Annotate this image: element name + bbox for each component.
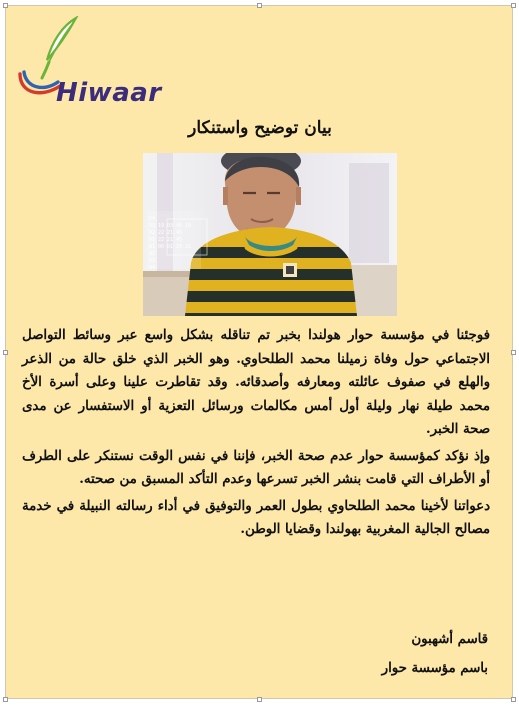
signature-name: قاسم أشهبون xyxy=(411,632,488,647)
video-overlay-readout xyxy=(149,216,191,272)
statement-title: بيان توضيح واستنكار xyxy=(188,118,332,138)
selection-handle[interactable] xyxy=(257,3,262,8)
brand-name: Hiwaar xyxy=(56,78,162,108)
overlay-line: V4 xyxy=(149,216,156,222)
statement-body xyxy=(22,324,490,545)
signature-organization: باسم مؤسسة حوار xyxy=(381,661,488,676)
selection-handle[interactable] xyxy=(511,350,516,355)
paragraph: فوجئنا في مؤسسة حوار هولندا بخبر تم تناقله بشكل واسع عبر وسائط التواصل الاجتماعي حول وفاة زميلنا محمد الطلحاوي. وهو الخبر الذي خلق حالة من الذعر والهلع في صفوف عائلته ومعارفه وأصدقائه. وقد تقاطرت علينا وعلى أسرة الأخ محمد طيلة نهار وليلة أول أمس مكالمات ورسائل التعزية أو الاستفسار عن مدى صحة الخبر. xyxy=(22,328,490,437)
hiwaar-logo xyxy=(18,16,178,108)
selection-handle[interactable] xyxy=(257,697,262,702)
overlay-line: V1 22 21 45 xyxy=(149,237,183,243)
document-page xyxy=(5,5,513,699)
selection-handle[interactable] xyxy=(511,3,516,8)
overlay-line: V3 19 03 45 10 xyxy=(149,223,192,229)
overlay-line: A1 00 01 25 21 xyxy=(149,244,192,250)
paragraph: وإذ نؤكد كمؤسسة حوار عدم صحة الخبر، فإننا في نفس الوقت نستنكر على الطرف أو الأطراف التي قامت بنشر الخبر تسرعها وعدم التأكد المسبق من صحته. xyxy=(22,448,490,487)
person-photo xyxy=(143,153,397,316)
overlay-line: A4 xyxy=(149,265,156,271)
selection-handle[interactable] xyxy=(3,3,8,8)
selection-handle[interactable] xyxy=(3,697,8,702)
selection-handle[interactable] xyxy=(3,350,8,355)
overlay-line: V2 22 21 45 xyxy=(149,230,183,236)
selection-handle[interactable] xyxy=(511,697,516,702)
paragraph: دعواتنا لأخينا محمد الطلحاوي بطول العمر والتوفيق في أداء رسالته النبيلة في خدمة مصالح الجالية المغربية بهولندا وقضايا الوطن. xyxy=(22,498,490,537)
overlay-line: A2 xyxy=(149,251,156,257)
overlay-line: A3 xyxy=(149,258,156,264)
